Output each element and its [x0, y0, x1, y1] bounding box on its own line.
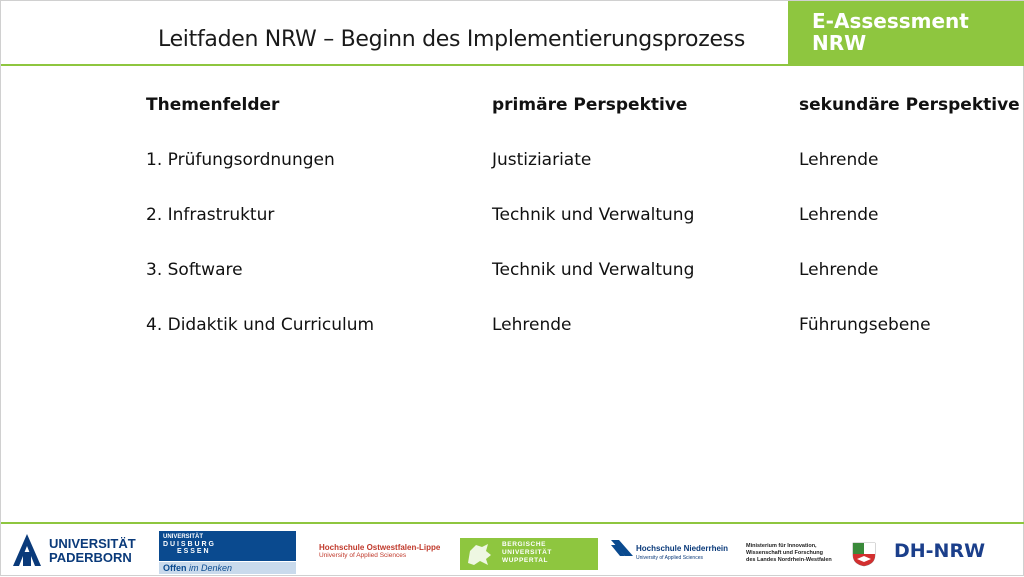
duisburg-essen-logo: [159, 531, 296, 575]
hs-owl-logo: [319, 543, 444, 565]
wuppertal-line-3: WUPPERTAL: [502, 557, 549, 564]
due-line-duisburg: D U I S B U R G: [163, 541, 214, 548]
ministerium-line-3: des Landes Nordrhein-Westfalen: [746, 557, 832, 563]
header-divider: [1, 64, 1024, 66]
wuppertal-line-2: UNIVERSITÄT: [502, 549, 552, 556]
lion-icon: [464, 541, 494, 567]
badge-line-2: NRW: [812, 31, 867, 55]
table-row: [146, 201, 1024, 256]
hs-owl-line-1: Hochschule Ostwestfalen-Lippe: [319, 543, 441, 552]
hs-owl-line-2: University of Applied Sciences: [319, 552, 407, 559]
table-cell: 1. Prüfungsordnungen: [146, 150, 335, 170]
dh-nrw-logo: DH-NRW: [894, 540, 986, 562]
table-cell: Lehrende: [492, 315, 572, 335]
table-header-row: [146, 91, 1024, 146]
perspective-table: [146, 91, 1024, 366]
ministerium-line-2: Wissenschaft und Forschung: [746, 550, 823, 556]
table-cell: Lehrende: [799, 150, 879, 170]
header-primaere-perspektive: primäre Perspektive: [492, 95, 688, 115]
table-row: [146, 146, 1024, 201]
table-row: [146, 256, 1024, 311]
paderborn-line-2: PADERBORN: [49, 550, 132, 565]
slide-title: Leitfaden NRW – Beginn des Implementierungsprozess: [158, 27, 746, 52]
table-cell: Lehrende: [799, 205, 879, 225]
due-slogan-offen: Offen: [163, 563, 187, 573]
hs-niederrhein-logo: [611, 540, 736, 570]
header-sekundaere-perspektive: sekundäre Perspektive: [799, 95, 1020, 115]
due-line-top: UNIVERSITÄT: [163, 534, 204, 540]
table-cell: 4. Didaktik und Curriculum: [146, 315, 375, 335]
ministerium-logo: [746, 543, 846, 567]
table-cell: Lehrende: [799, 260, 879, 280]
table-cell: Technik und Verwaltung: [492, 260, 695, 280]
niederrhein-emblem-icon: [611, 540, 633, 556]
partner-logo-strip: [1, 524, 1024, 577]
wuppertal-logo: [460, 538, 598, 570]
table-cell: Führungsebene: [799, 315, 931, 335]
table-cell: 2. Infrastruktur: [146, 205, 275, 225]
header-themenfelder: Themenfelder: [146, 95, 280, 115]
paderborn-emblem-icon: [11, 530, 43, 568]
wuppertal-line-1: BERGISCHE: [502, 541, 547, 548]
due-line-essen: E S S E N: [177, 548, 209, 555]
nrw-coat-of-arms-icon: [851, 541, 877, 567]
hs-niederrhein-line-2: University of Applied Sciences: [636, 555, 703, 561]
ministerium-line-1: Ministerium für Innovation,: [746, 543, 817, 549]
table-cell: Justiziariate: [492, 150, 592, 170]
due-slogan-rest: im Denken: [186, 563, 233, 573]
paderborn-line-1: UNIVERSITÄT: [49, 536, 136, 551]
badge-line-1: E-Assessment: [812, 9, 969, 33]
table-cell: Technik und Verwaltung: [492, 205, 695, 225]
e-assessment-badge: [788, 1, 1024, 65]
paderborn-logo: [11, 530, 146, 570]
hs-niederrhein-line-1: Hochschule Niederrhein: [636, 544, 729, 553]
table-row: [146, 311, 1024, 366]
table-cell: 3. Software: [146, 260, 243, 280]
